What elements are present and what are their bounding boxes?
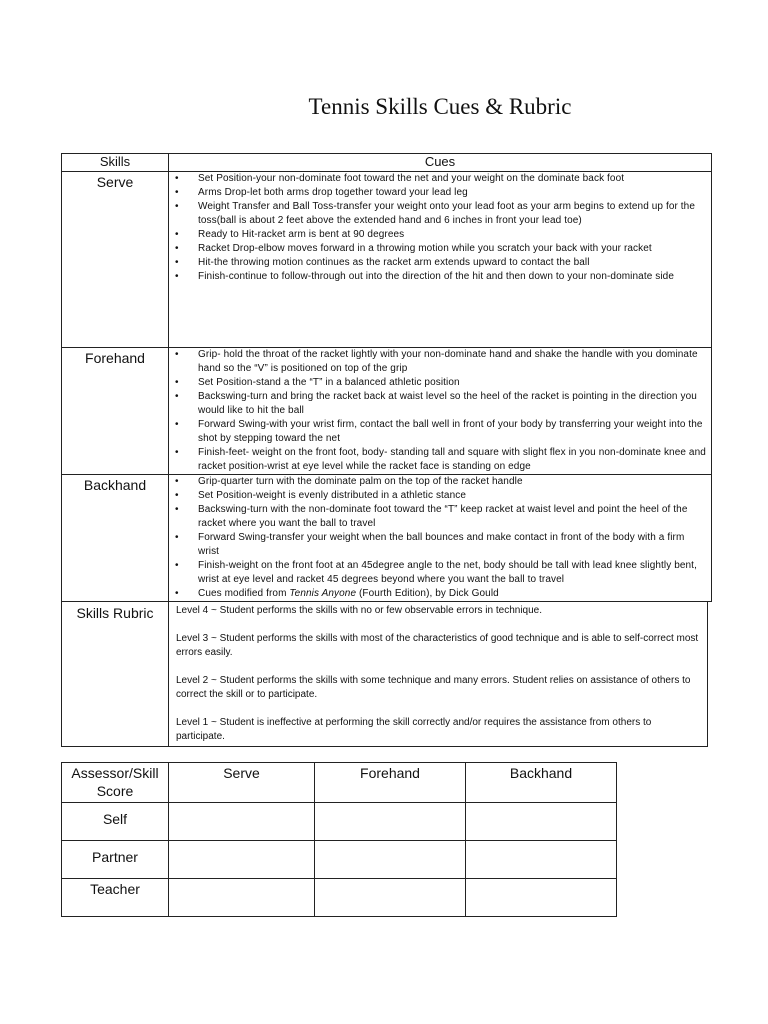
list-item: • Grip- hold the throat of the racket lightly with your non-dominate hand and shake the handle with you dominate hand so the “V” is positioned on top of the grip — [198, 348, 707, 376]
backhand-cues — [169, 475, 712, 602]
list-item: • Racket Drop-elbow moves forward in a throwing motion while you scratch your back with your racket — [198, 242, 707, 256]
credit-line: • Cues modified from Tennis Anyone (Fourth Edition), by Dick Gould — [198, 587, 707, 601]
forehand-header: Forehand — [315, 763, 466, 803]
table-row — [62, 803, 617, 841]
serve-header: Serve — [169, 763, 315, 803]
score-cell[interactable] — [315, 803, 466, 841]
list-item: • Finish-feet- weight on the front foot, body- standing tall and square with slight flex in you non-dominate knee and racket position-wrist at eye level while the racket face is standing on edge — [198, 446, 707, 474]
score-cell[interactable] — [466, 879, 617, 917]
skill-backhand: Backhand — [62, 475, 169, 602]
list-item: • Backswing-turn with the non-dominate foot toward the “T” keep racket at waist level and point the heel of the racket where you want the ball to travel — [198, 503, 707, 531]
cues-header-row — [62, 154, 712, 172]
list-item: • Weight Transfer and Ball Toss-transfer your weight onto your lead foot as your arm begins to extend up for the toss(ball is about 2 feet above the extended hand and 6 inches in front your lead toe) — [198, 200, 707, 228]
list-item: • Set Position-your non-dominate foot toward the net and your weight on the dominate back foot — [198, 172, 707, 186]
list-item: • Arms Drop-let both arms drop together toward your lead leg — [198, 186, 707, 200]
row-label-self: Self — [62, 803, 169, 841]
score-table — [61, 762, 617, 917]
rubric-level-3: Level 3 ~ Student performs the skills with most of the characteristics of good technique and is able to self-correct most errors easily. — [176, 633, 699, 658]
score-cell[interactable] — [169, 841, 315, 879]
skill-forehand: Forehand — [62, 348, 169, 475]
list-item: • Grip-quarter turn with the dominate palm on the top of the racket handle — [198, 475, 707, 489]
score-cell[interactable] — [169, 803, 315, 841]
row-label-teacher: Teacher — [62, 879, 169, 917]
skills-header: Skills — [62, 154, 169, 172]
rubric-levels — [169, 602, 708, 747]
cues-table — [61, 153, 712, 602]
serve-cues — [169, 172, 712, 348]
skill-serve: Serve — [62, 172, 169, 348]
backhand-header: Backhand — [466, 763, 617, 803]
score-cell[interactable] — [466, 803, 617, 841]
list-item: • Forward Swing-transfer your weight when the ball bounces and make contact in front of the body with a firm wrist — [198, 531, 707, 559]
list-item: • Finish-continue to follow-through out into the direction of the hit and then down to your non-dominate side — [198, 270, 707, 284]
assessor-header: Assessor/Skill Score — [62, 763, 169, 803]
table-row — [62, 841, 617, 879]
list-item: • Set Position-stand a the “T” in a balanced athletic position — [198, 376, 707, 390]
list-item: • Forward Swing-with your wrist firm, contact the ball well in front of your body by transferring your weight into the shot by stepping toward the net — [198, 418, 707, 446]
rubric-level-2: Level 2 ~ Student performs the skills with some technique and many errors. Student relies on assistance of others to correct the skill or to participate. — [176, 675, 691, 700]
forehand-cues — [169, 348, 712, 475]
page-title: Tennis Skills Cues & Rubric — [308, 94, 572, 119]
score-header-row — [62, 763, 617, 803]
serve-row — [62, 172, 712, 348]
rubric-row — [62, 602, 708, 747]
forehand-row — [62, 348, 712, 475]
table-row — [62, 879, 617, 917]
list-item: • Ready to Hit-racket arm is bent at 90 degrees — [198, 228, 707, 242]
score-cell[interactable] — [466, 841, 617, 879]
list-item: • Backswing-turn and bring the racket back at waist level so the heel of the racket is pointing in the direction you would like to hit the ball — [198, 390, 707, 418]
row-label-partner: Partner — [62, 841, 169, 879]
list-item: • Finish-weight on the front foot at an 45degree angle to the net, body should be tall with lead knee slightly bent, wrist at eye level and racket 45 degrees beyond where you want the ball to travel — [198, 559, 707, 587]
rubric-label: Skills Rubric — [62, 602, 169, 747]
list-item: • Set Position-weight is evenly distributed in a athletic stance — [198, 489, 707, 503]
rubric-level-1: Level 1 ~ Student is ineffective at performing the skill correctly and/or requires the assistance from others to participate. — [176, 717, 652, 742]
rubric-table — [61, 601, 708, 747]
book-title: Tennis Anyone — [289, 588, 357, 599]
score-cell[interactable] — [169, 879, 315, 917]
rubric-level-4: Level 4 ~ Student performs the skills with no or few observable errors in technique. — [176, 605, 543, 616]
score-cell[interactable] — [315, 841, 466, 879]
list-item: • Hit-the throwing motion continues as the racket arm extends upward to contact the ball — [198, 256, 707, 270]
cues-header: Cues — [169, 154, 712, 172]
backhand-row — [62, 475, 712, 602]
score-cell[interactable] — [315, 879, 466, 917]
